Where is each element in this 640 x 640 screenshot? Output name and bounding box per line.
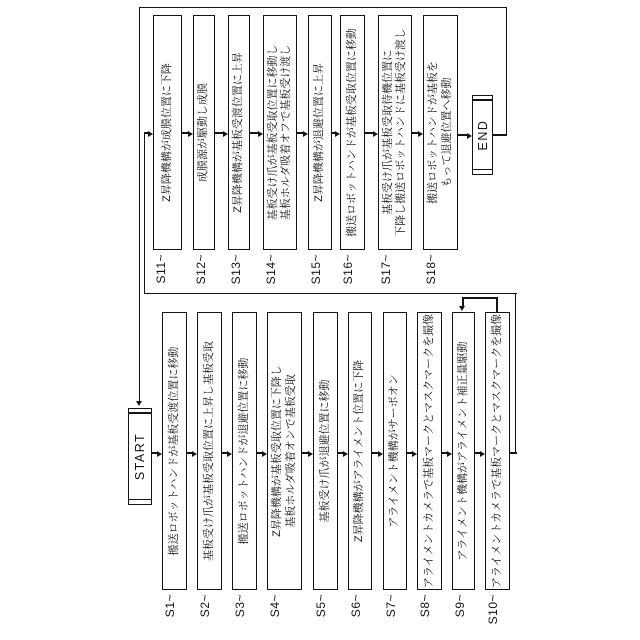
step-box-s14 xyxy=(263,15,297,250)
step-text: Z昇降機構がアライメント位置に下降 xyxy=(353,359,366,543)
step-text: 搬送ロボットハンドが退避位置に移動 xyxy=(237,357,250,545)
connector-line xyxy=(144,132,145,294)
arrow-down-icon xyxy=(303,131,308,137)
step-text: 基板ホルダ吸着オンで基板受取 xyxy=(284,374,297,528)
arrow-down-icon xyxy=(192,451,197,457)
step-box-s2 xyxy=(197,312,222,590)
start-terminal xyxy=(128,408,152,505)
arrow-down-icon xyxy=(418,131,423,137)
step-text: 下降し搬送ロボットハンドに基板受け渡し xyxy=(395,28,407,237)
step-tag-s5: S5~ xyxy=(314,594,328,618)
step-text: もって退避位置へ移動 xyxy=(440,77,453,188)
arrow-down-icon xyxy=(373,131,378,137)
step-box-s9 xyxy=(452,312,475,590)
step-tag-s17: S17~ xyxy=(379,254,393,285)
step-tag-s11: S11~ xyxy=(154,254,168,284)
step-tag-s1: S1~ xyxy=(163,594,177,618)
arrow-left-icon xyxy=(459,306,465,311)
arrow-down-icon xyxy=(335,131,340,137)
step-tag-s6: S6~ xyxy=(349,594,363,618)
arrow-down-icon xyxy=(157,451,162,457)
arrow-down-icon xyxy=(258,131,263,137)
arrow-down-icon xyxy=(188,131,193,137)
step-tag-s12: S12~ xyxy=(194,254,208,285)
arrow-down-icon xyxy=(308,451,313,457)
step-box-s16 xyxy=(340,15,365,250)
step-tag-s4: S4~ xyxy=(268,594,282,618)
step-text: Z昇降機構が基板受渡位置に上昇 xyxy=(232,52,245,213)
step-tag-s16: S16~ xyxy=(341,254,355,285)
step-tag-s15: S15~ xyxy=(309,254,323,285)
arrow-down-icon xyxy=(223,131,228,137)
step-box-s4 xyxy=(267,312,302,590)
step-box-s12 xyxy=(193,15,215,250)
step-text: 基板受け爪が基板受取位置に移動し xyxy=(266,44,279,221)
arrow-down-icon xyxy=(412,451,417,457)
step-text: 搬送ロボットハンドが基板受取位置に移動 xyxy=(345,28,358,237)
arrow-down-icon xyxy=(480,451,485,457)
step-text: アライメントカメラで基板マークとマスクマークを撮像 xyxy=(490,313,503,589)
connector-line xyxy=(144,293,517,294)
step-box-s13 xyxy=(228,15,250,250)
step-text: 基板受け爪が基板受取待機位置に xyxy=(381,50,394,215)
step-text: Z昇降機構が成膜位置に下降 xyxy=(160,63,173,202)
step-tag-s13: S13~ xyxy=(229,254,243,285)
step-text: Z昇降機構が基板受取位置に下降し xyxy=(271,365,283,537)
step-tag-s10: S10~ xyxy=(486,594,500,625)
return-line xyxy=(506,7,507,136)
arrow-down-icon xyxy=(148,131,153,137)
step-box-s3 xyxy=(232,312,257,590)
step-text: 基板ホルダ吸着オフで基板受け渡し xyxy=(280,44,292,221)
step-tag-s3: S3~ xyxy=(233,594,247,618)
arrow-down-icon xyxy=(227,451,232,457)
arrow-down-icon xyxy=(378,451,383,457)
step-text: 搬送ロボットハンドが基板受渡位置に移動 xyxy=(167,346,180,556)
step-box-s17 xyxy=(378,15,412,250)
step-box-s18 xyxy=(423,15,458,250)
arrow-left-icon xyxy=(136,401,142,406)
step-tag-s18: S18~ xyxy=(424,254,438,285)
step-tag-s2: S2~ xyxy=(198,594,212,618)
arrow-down-icon xyxy=(467,133,472,139)
step-tag-s9: S9~ xyxy=(453,594,467,618)
step-text: アライメント機構がサーボオン xyxy=(388,374,401,528)
step-box-s10 xyxy=(485,312,510,590)
step-text: 基板受け爪が退避位置に移動 xyxy=(318,379,331,523)
step-text: 基板受け爪が基板受取位置に上昇し基板受取 xyxy=(202,341,215,561)
step-tag-s7: S7~ xyxy=(384,594,398,618)
step-box-s15 xyxy=(308,15,332,250)
step-tag-s8: S8~ xyxy=(418,594,432,618)
step-box-s5 xyxy=(313,312,338,590)
step-text: 成膜源が駆動し成膜 xyxy=(197,83,210,182)
connector-line xyxy=(515,293,516,454)
step-box-s6 xyxy=(348,312,372,590)
step-text: アライメント機構がアライメント補正量駆動 xyxy=(456,341,469,561)
end-terminal xyxy=(472,95,493,175)
step-text: アライメントカメラで基板マークとマスクマークを撮像 xyxy=(422,313,435,589)
arrow-down-icon xyxy=(447,451,452,457)
return-line xyxy=(493,134,507,135)
loop-line xyxy=(462,297,497,298)
step-text: Z昇降機構が退避位置に上昇 xyxy=(313,63,326,202)
arrow-down-icon xyxy=(343,451,348,457)
arrow-down-icon xyxy=(262,451,267,457)
step-text: 搬送ロボットハンドが基板を xyxy=(427,61,439,204)
end-label: END xyxy=(475,119,490,151)
step-box-s7 xyxy=(383,312,407,590)
step-box-s11 xyxy=(153,15,182,250)
loop-line xyxy=(496,297,497,312)
return-line xyxy=(139,7,140,401)
start-label: START xyxy=(133,432,147,481)
step-box-s1 xyxy=(162,312,187,590)
loop-line xyxy=(462,297,463,306)
step-tag-s14: S14~ xyxy=(264,254,278,285)
return-line xyxy=(139,7,507,8)
step-box-s8 xyxy=(417,312,442,590)
